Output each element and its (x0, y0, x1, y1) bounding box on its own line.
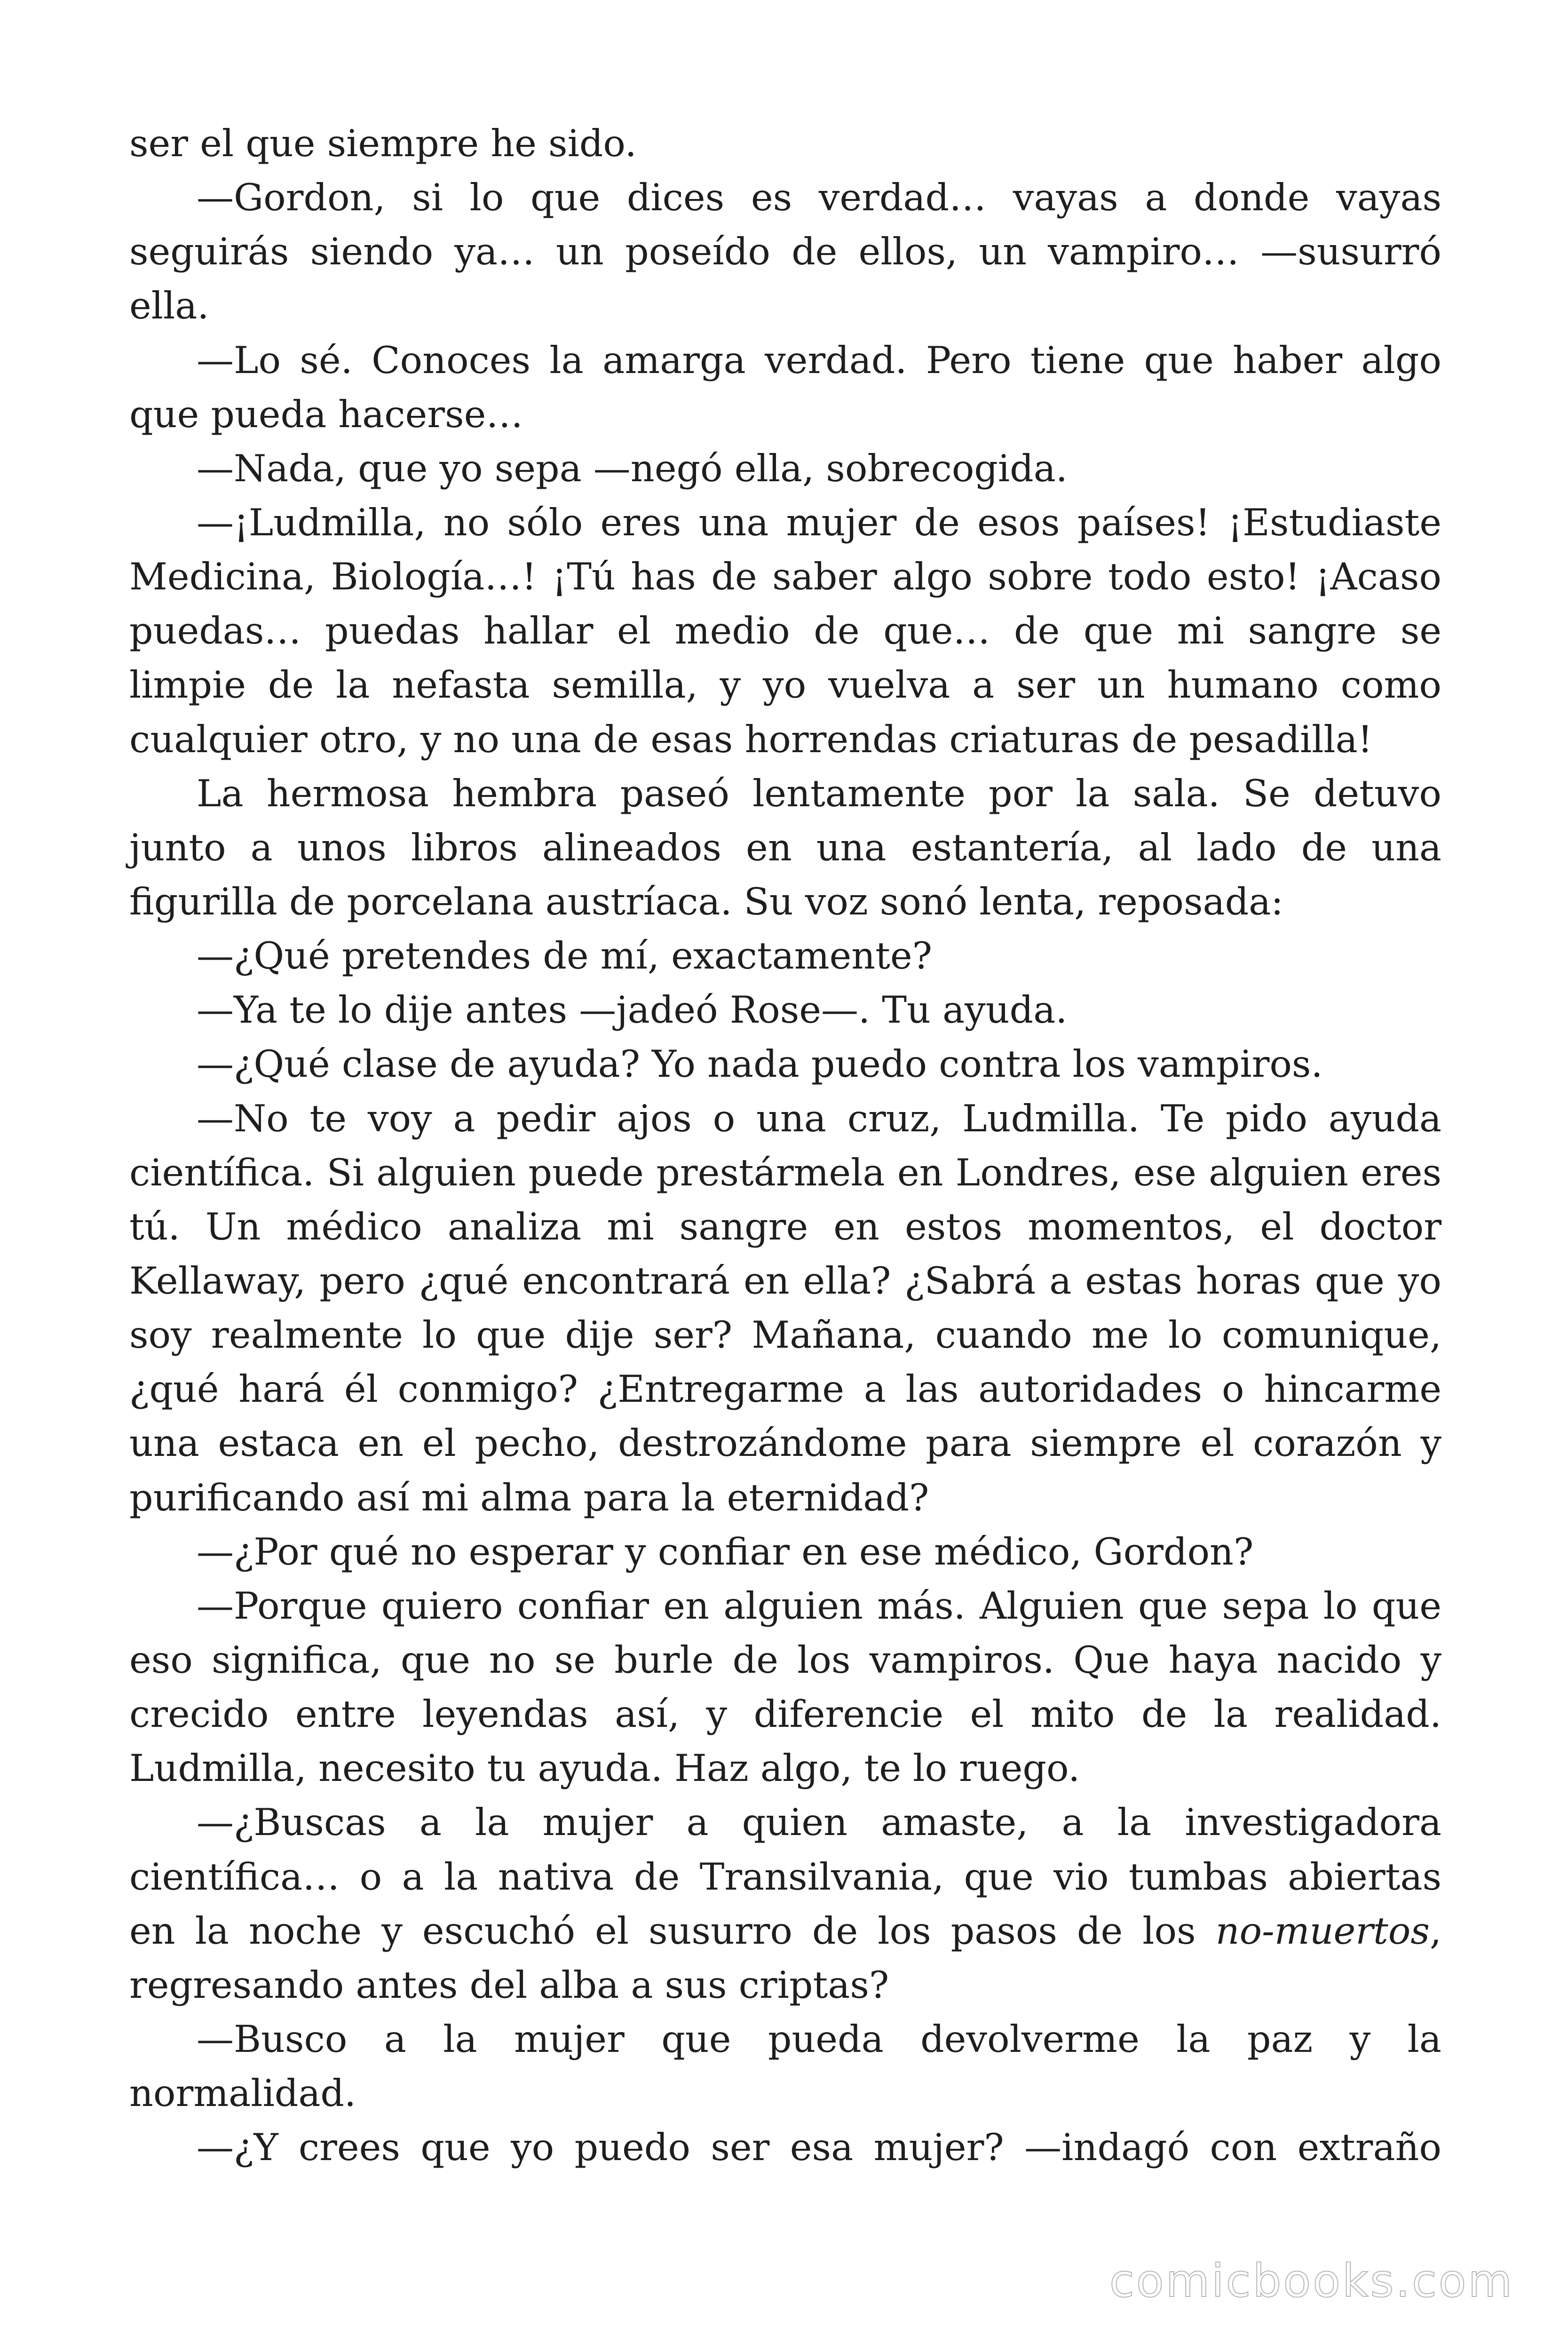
text-line: —Porque quiero confiar en alguien más. Alguien que sepa lo que (197, 1584, 1441, 1628)
text-line: —No te voy a pedir ajos o una cruz, Ludmilla. Te pido ayuda (197, 1097, 1441, 1140)
text-line: Ludmilla, necesito tu ayuda. Haz algo, te lo ruego. (129, 1747, 1080, 1790)
text-line: —Gordon, si lo que dices es verdad… vayas a donde vayas (197, 176, 1441, 220)
text-line: —¿Qué pretendes de mí, exactamente? (197, 934, 933, 978)
watermark: comicbooks.com (1109, 2255, 1514, 2307)
text-line: junto a unos libros alineados en una estantería, al lado de una (129, 826, 1441, 869)
text-line: purificando así mi alma para la eternidad? (129, 1476, 929, 1519)
text-line: limpie de la nefasta semilla, y yo vuelva a ser un humano como (129, 663, 1441, 707)
text-line: figurilla de porcelana austríaca. Su voz sonó lenta, reposada: (129, 880, 1283, 923)
text-line: cualquier otro, y no una de esas horrendas criaturas de pesadilla! (129, 717, 1373, 761)
text-line: científica… o a la nativa de Transilvania, que vio tumbas abiertas (129, 1855, 1441, 1899)
text-line: —¿Buscas a la mujer a quien amaste, a la investigadora (197, 1801, 1441, 1844)
text-line: regresando antes del alba a sus criptas? (129, 1963, 889, 2007)
text-line: ser el que siempre he sido. (129, 122, 637, 165)
text-line: crecido entre leyendas así, y diferencie el mito de la realidad. (129, 1692, 1441, 1736)
text-line: Kellaway, pero ¿qué encontrará en ella? ¿Sabrá a estas horas que yo (129, 1259, 1441, 1303)
text-line: —Busco a la mujer que pueda devolverme la paz y la (197, 2017, 1441, 2061)
text-line: —Ya te lo dije antes —jadeó Rose—. Tu ayuda. (197, 988, 1068, 1032)
text-line: seguirás siendo ya… un poseído de ellos, un vampiro… —susurró (129, 230, 1441, 274)
text-line: científica. Si alguien puede prestármela en Londres, ese alguien eres (129, 1151, 1441, 1194)
text-line: puedas… puedas hallar el medio de que… de que mi sangre se (129, 609, 1441, 653)
italic-phrase: no-muertos (1215, 1909, 1430, 1953)
text-line: Medicina, Biología…! ¡Tú has de saber algo sobre todo esto! ¡Acaso (129, 555, 1441, 599)
text-segment: en la noche y escuchó el susurro de los pasos de los (129, 1909, 1216, 1953)
text-line: —Nada, que yo sepa —negó ella, sobrecogida. (197, 446, 1068, 490)
text-line: ¿qué hará él conmigo? ¿Entregarme a las autoridades o hincarme (129, 1367, 1441, 1411)
text-line: eso significa, que no se burle de los vampiros. Que haya nacido y (129, 1638, 1441, 1682)
text-line: —¿Y crees que yo puedo ser esa mujer? —indagó con extraño (197, 2126, 1441, 2169)
text-line: normalidad. (129, 2072, 356, 2115)
text-line-with-italic (129, 1904, 1441, 1958)
text-line: —¿Qué clase de ayuda? Yo nada puedo contra los vampiros. (197, 1042, 1323, 1086)
text-line: —¡Ludmilla, no sólo eres una mujer de esos países! ¡Estudiaste (197, 501, 1441, 544)
text-line: tú. Un médico analiza mi sangre en estos momentos, el doctor (129, 1205, 1441, 1248)
text-line: —Lo sé. Conoces la amarga verdad. Pero tiene que haber algo (197, 338, 1441, 382)
page-body-text (129, 117, 1441, 2175)
text-line: —¿Por qué no esperar y confiar en ese médico, Gordon? (197, 1530, 1254, 1573)
text-line: que pueda hacerse… (129, 392, 523, 436)
text-line: una estaca en el pecho, destrozándome para siempre el corazón y (129, 1422, 1441, 1465)
text-line: soy realmente lo que dije ser? Mañana, cuando me lo comunique, (129, 1313, 1441, 1357)
text-segment: , (1429, 1909, 1441, 1953)
text-line: La hermosa hembra paseó lentamente por la sala. Se detuvo (197, 771, 1441, 815)
text-line: ella. (129, 284, 209, 328)
